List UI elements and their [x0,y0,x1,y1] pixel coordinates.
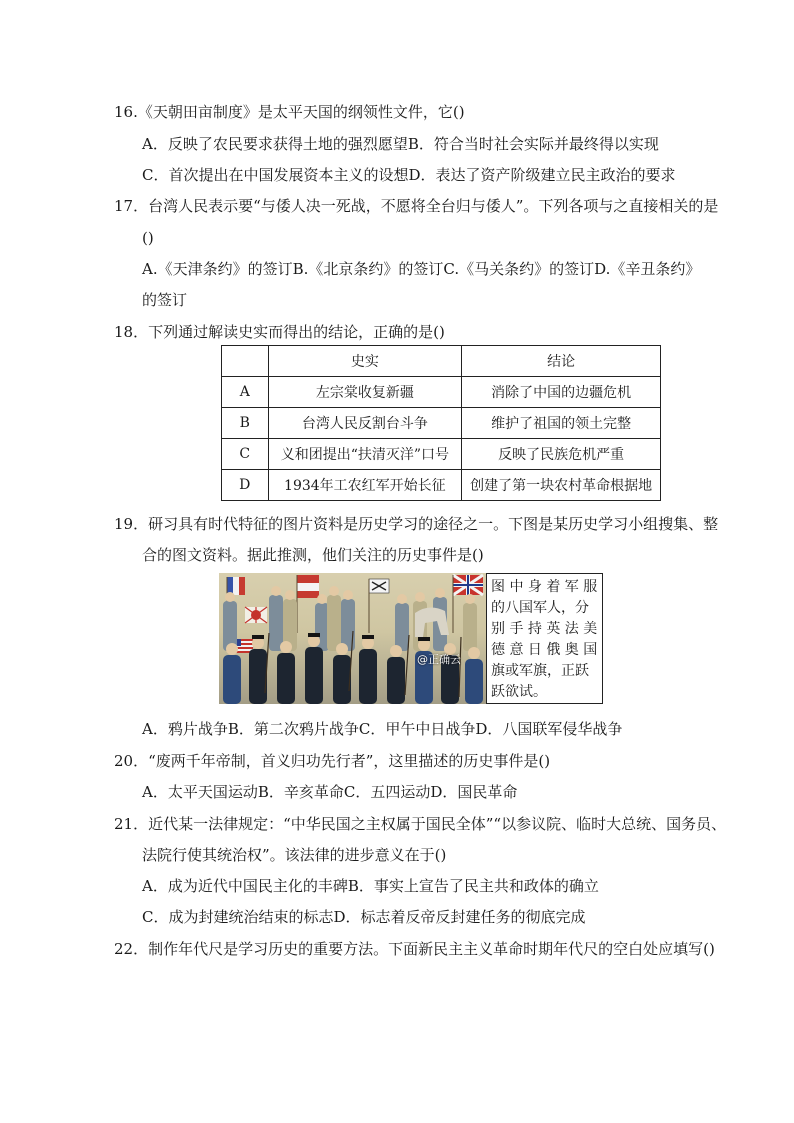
table-cell: A [222,377,269,408]
table-cell: 消除了中国的边疆危机 [462,377,661,408]
table-cell: 义和团提出“扶清灭洋”口号 [268,439,462,470]
table-row [222,470,661,501]
caption-line: 德 意 日 俄 奥 国 [491,642,598,658]
image-watermark: @正确云 [417,653,461,666]
eight-nation-soldiers-illustration [219,573,486,704]
table-cell: D [222,470,269,501]
q19-stem-cont: 合的图文资料。据此推测，他们关注的历史事件是() [142,546,484,564]
table-header-row [222,346,661,377]
caption-line: 图 中 身 着 军 服 [491,579,598,595]
caption-line: 别 手 持 英 法 美 [491,621,598,637]
caption-line: 跃欲试。 [491,684,547,700]
q21-stem: 21．近代某一法律规定：“中华民国之主权属于国民全体”“以参议院、临时大总统、国务员、 [114,815,727,833]
table-cell: 1934年工农红军开始长征 [268,470,462,501]
q17-options-cont: 的签订 [142,291,188,309]
table-cell: 创建了第一块农村革命根据地 [462,470,661,501]
table-cell: B [222,408,269,439]
q19-stem: 19．研习具有时代特征的图片资料是历史学习的途径之一。下图是某历史学习小组搜集、整 [114,515,719,533]
q18-table [221,345,661,501]
q16-options-ab: A．反映了农民要求获得土地的强烈愿望B．符合当时社会实际并最终得以实现 [142,135,659,153]
table-cell: 台湾人民反割台斗争 [268,408,462,439]
q21-options-ab: A．成为近代中国民主化的丰碑B．事实上宣告了民主共和政体的确立 [142,877,599,895]
q18-stem: 18．下列通过解读史实而得出的结论，正确的是() [114,323,445,341]
q19-options: A．鸦片战争B．第二次鸦片战争C．甲午中日战争D．八国联军侵华战争 [142,720,623,738]
q17-options: A.《天津条约》的签订B.《北京条约》的签订C.《马关条约》的签订D.《辛丑条约》 [142,260,701,278]
q21-options-cd: C．成为封建统治结束的标志D．标志着反帝反封建任务的彻底完成 [142,908,586,926]
table-header-cell: 结论 [462,346,661,377]
table-row [222,408,661,439]
table-row [222,377,661,408]
table-cell: 反映了民族危机严重 [462,439,661,470]
q16-stem: 16.《天朝田亩制度》是太平天国的纲领性文件，它() [114,103,465,121]
q16-options-cd: C．首次提出在中国发展资本主义的设想D．表达了资产阶级建立民主政治的要求 [142,166,676,184]
q17-stem: 17．台湾人民表示要“与倭人决一死战，不愿将全台归与倭人”。下列各项与之直接相关的是 [114,197,719,215]
q20-stem: 20．“废两千年帝制，首义归功先行者”，这里描述的历史事件是() [114,752,551,770]
soldiers-illustration-icon [219,573,486,704]
q19-caption-box [486,573,603,704]
table-header-cell: 史实 [268,346,462,377]
caption-line: 旗或军旗，正跃 [491,663,589,679]
table-row [222,439,661,470]
q20-options: A．太平天国运动B．辛亥革命C．五四运动D．国民革命 [142,783,518,801]
table-cell: 维护了祖国的领土完整 [462,408,661,439]
caption-line: 的八国军人，分 [491,600,589,616]
q22-stem: 22．制作年代尺是学习历史的重要方法。下面新民主主义革命时期年代尺的空白处应填写() [114,940,715,958]
table-cell: C [222,439,269,470]
table-cell: 左宗棠收复新疆 [268,377,462,408]
table-header-cell [222,346,269,377]
q17-stem-cont: () [142,229,154,247]
q19-figure [219,573,603,704]
q21-stem-cont: 法院行使其统治权”。该法律的进步意义在于() [142,846,447,864]
